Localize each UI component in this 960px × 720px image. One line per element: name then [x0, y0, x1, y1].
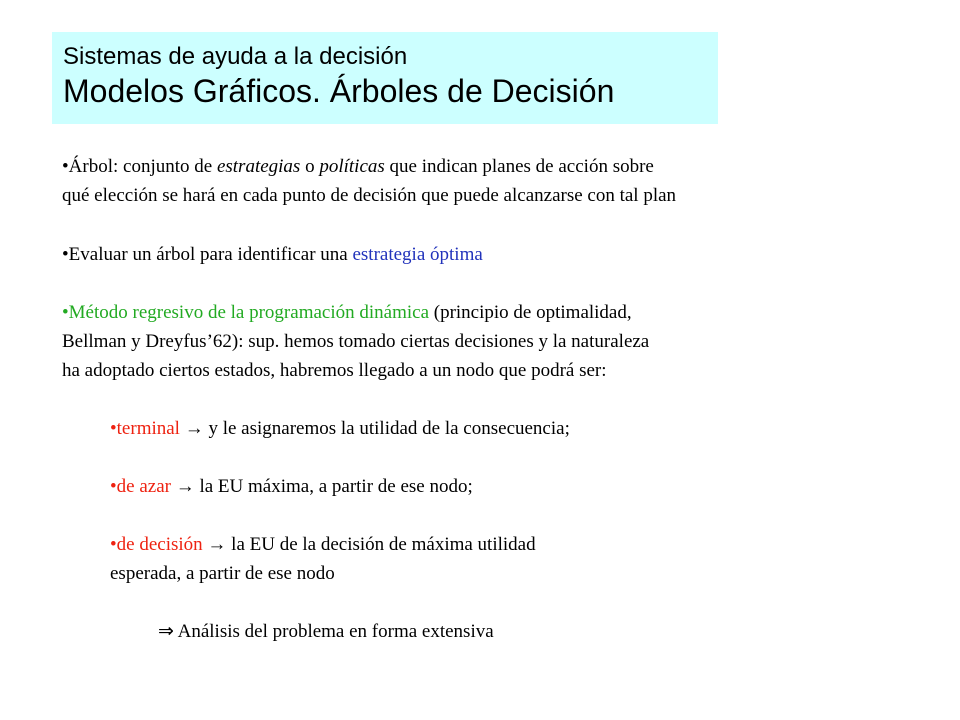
title-box	[52, 32, 718, 124]
highlight-estrategia-optima: estrategia óptima	[352, 244, 483, 265]
text: → y le asignaremos la utilidad de la consecuencia;	[179, 418, 570, 439]
text: → la EU de la decisión de máxima utilidad	[202, 534, 536, 555]
sub-bullet-de-decision-line1	[110, 532, 536, 558]
sub-bullet-terminal	[110, 416, 570, 442]
slide-title: Modelos Gráficos. Árboles de Decisión	[63, 73, 615, 109]
text: Árbol: conjunto de	[68, 156, 217, 177]
text: (principio de optimalidad,	[429, 302, 632, 323]
bullet-arbol-line1	[62, 154, 654, 180]
emphasis-politicas: políticas	[319, 156, 385, 177]
sub-bullet-de-decision-line2: esperada, a partir de ese nodo	[110, 563, 335, 584]
text: → la EU máxima, a partir de ese nodo;	[170, 476, 473, 497]
text: o	[300, 156, 320, 177]
bullet-dot: •	[110, 534, 117, 555]
bullet-evaluar	[62, 242, 483, 268]
highlight-terminal: terminal	[116, 418, 180, 439]
bullet-metodo-line2: Bellman y Dreyfus’62): sup. hemos tomado ciertas decisiones y la naturaleza	[62, 331, 650, 352]
bullet-arbol-line2: qué elección se hará en cada punto de decisión que puede alcanzarse con tal plan	[62, 185, 677, 206]
text: que indican planes de acción sobre	[384, 156, 654, 177]
highlight-de-decision: de decisión	[116, 534, 203, 555]
bullet-dot: •	[110, 418, 117, 439]
bullet-dot: •	[62, 156, 69, 177]
highlight-de-azar: de azar	[116, 476, 171, 497]
bullet-dot: •	[110, 476, 117, 497]
text: Evaluar un árbol para identificar una	[68, 244, 353, 265]
highlight-metodo-regresivo: Método regresivo de la programación dinámica	[68, 302, 429, 323]
sub-bullet-de-azar	[110, 474, 473, 500]
emphasis-estrategias: estrategias	[216, 156, 301, 177]
bullet-dot: •	[62, 244, 69, 265]
bullet-dot: •	[62, 302, 69, 323]
bullet-metodo-line3: ha adoptado ciertos estados, habremos llegado a un nodo que podrá ser:	[62, 360, 607, 381]
bullet-metodo-line1	[62, 300, 632, 326]
slide-subtitle: Sistemas de ayuda a la decisión	[63, 43, 408, 70]
conclusion-line: ⇒ Análisis del problema en forma extensiva	[158, 621, 494, 642]
